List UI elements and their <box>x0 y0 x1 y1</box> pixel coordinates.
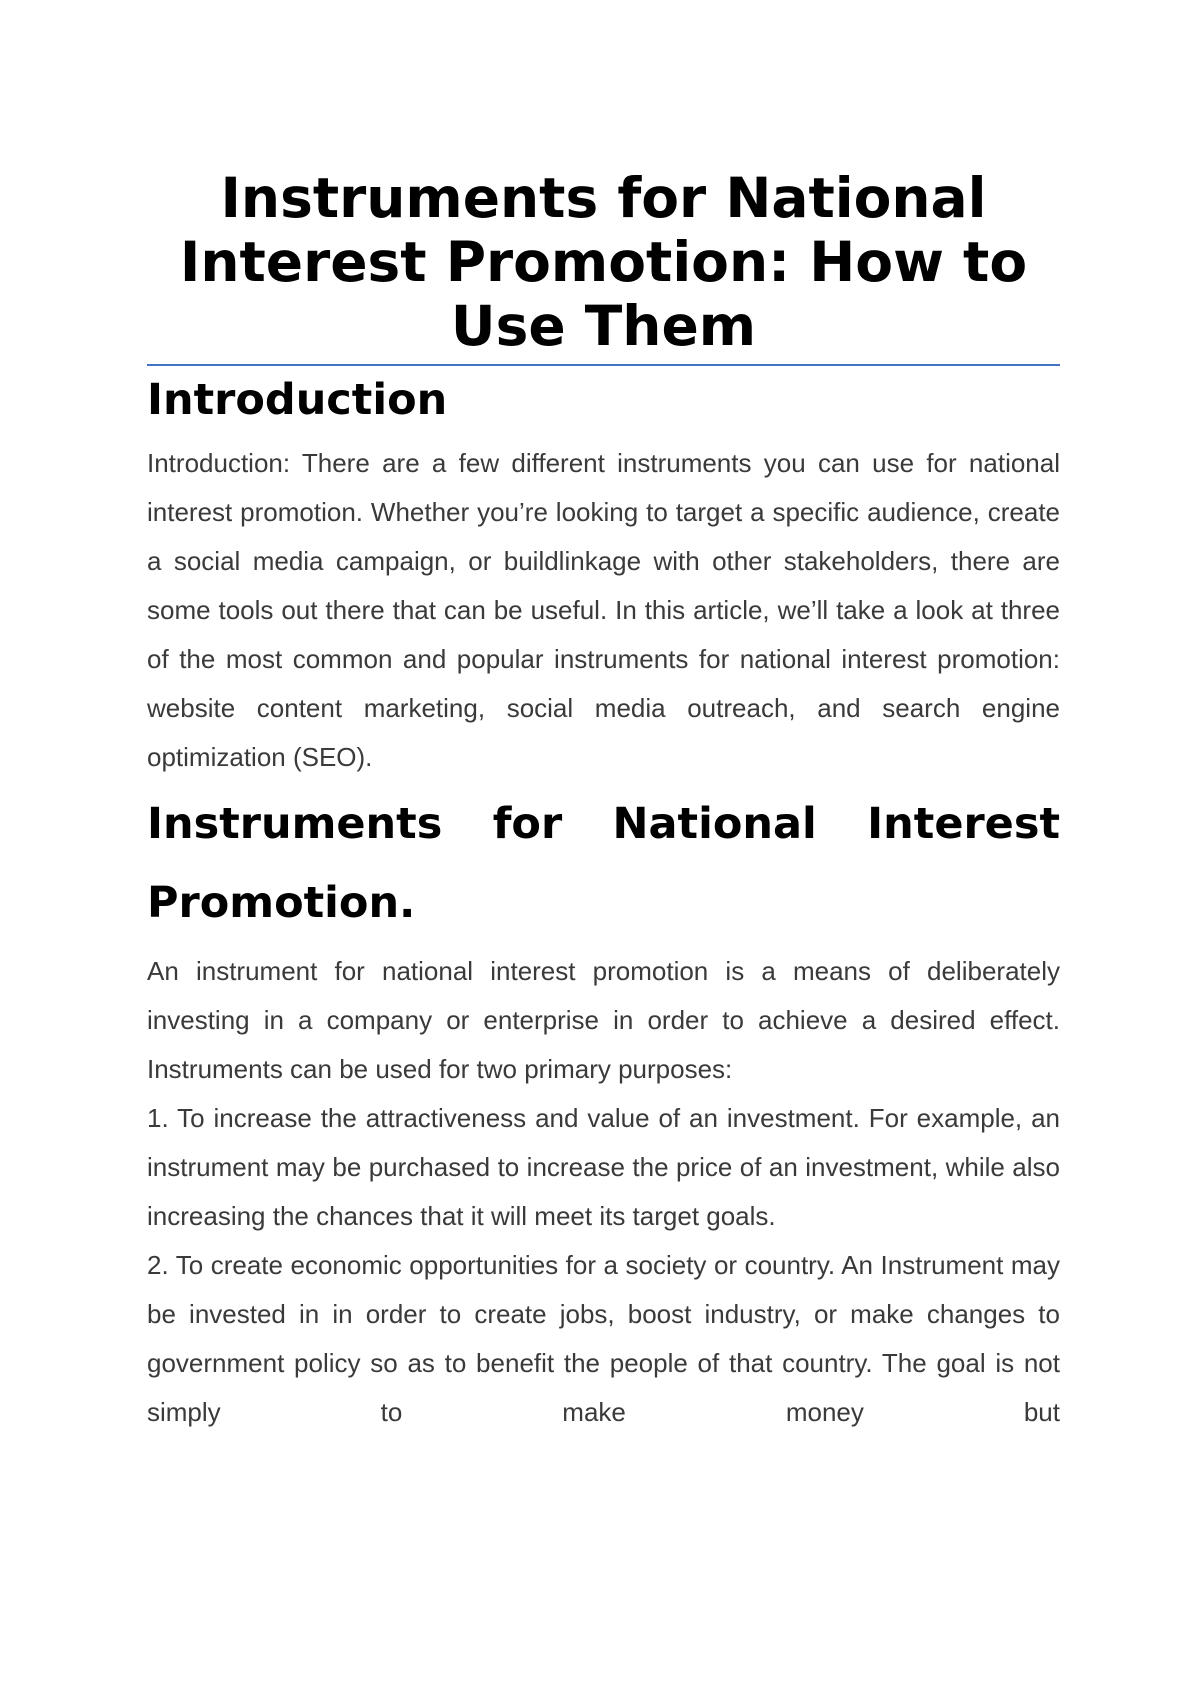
document-title: Instruments for National Interest Promotion: How to Use Them <box>147 166 1060 366</box>
instruments-paragraph-2: 1. To increase the attractiveness and value of an investment. For example, an instrument may be purchased to increase the price of an investment, while also increasing the chances that it will meet its target goals. <box>147 1103 1060 1231</box>
instruments-paragraph-1: An instrument for national interest promotion is a means of deliberately investing in a company or enterprise in order to achieve a desired effect. Instruments can be used for two primary purposes: <box>147 956 1060 1084</box>
instruments-heading: Instruments for National Interest Promotion. <box>147 799 1060 928</box>
document-page <box>147 166 1060 1437</box>
instruments-paragraph-3: 2. To create economic opportunities for a society or country. An Instrument may be invested in in order to create jobs, boost industry, or make changes to government policy so as to benefit the people of that country. The goal is not simply to make money but <box>147 1250 1060 1427</box>
introduction-heading: Introduction <box>147 375 448 425</box>
introduction-paragraph: Introduction: There are a few different instruments you can use for national interest promotion. Whether you’re looking to target a specific audience, create a social media campaign, or buildlinkage with other stakeholders, there are some tools out there that can be useful. In this article, we’ll take a look at three of the most common and popular instruments for national interest promotion: website content marketing, social media outreach, and search engine optimization (SEO). <box>147 448 1060 772</box>
